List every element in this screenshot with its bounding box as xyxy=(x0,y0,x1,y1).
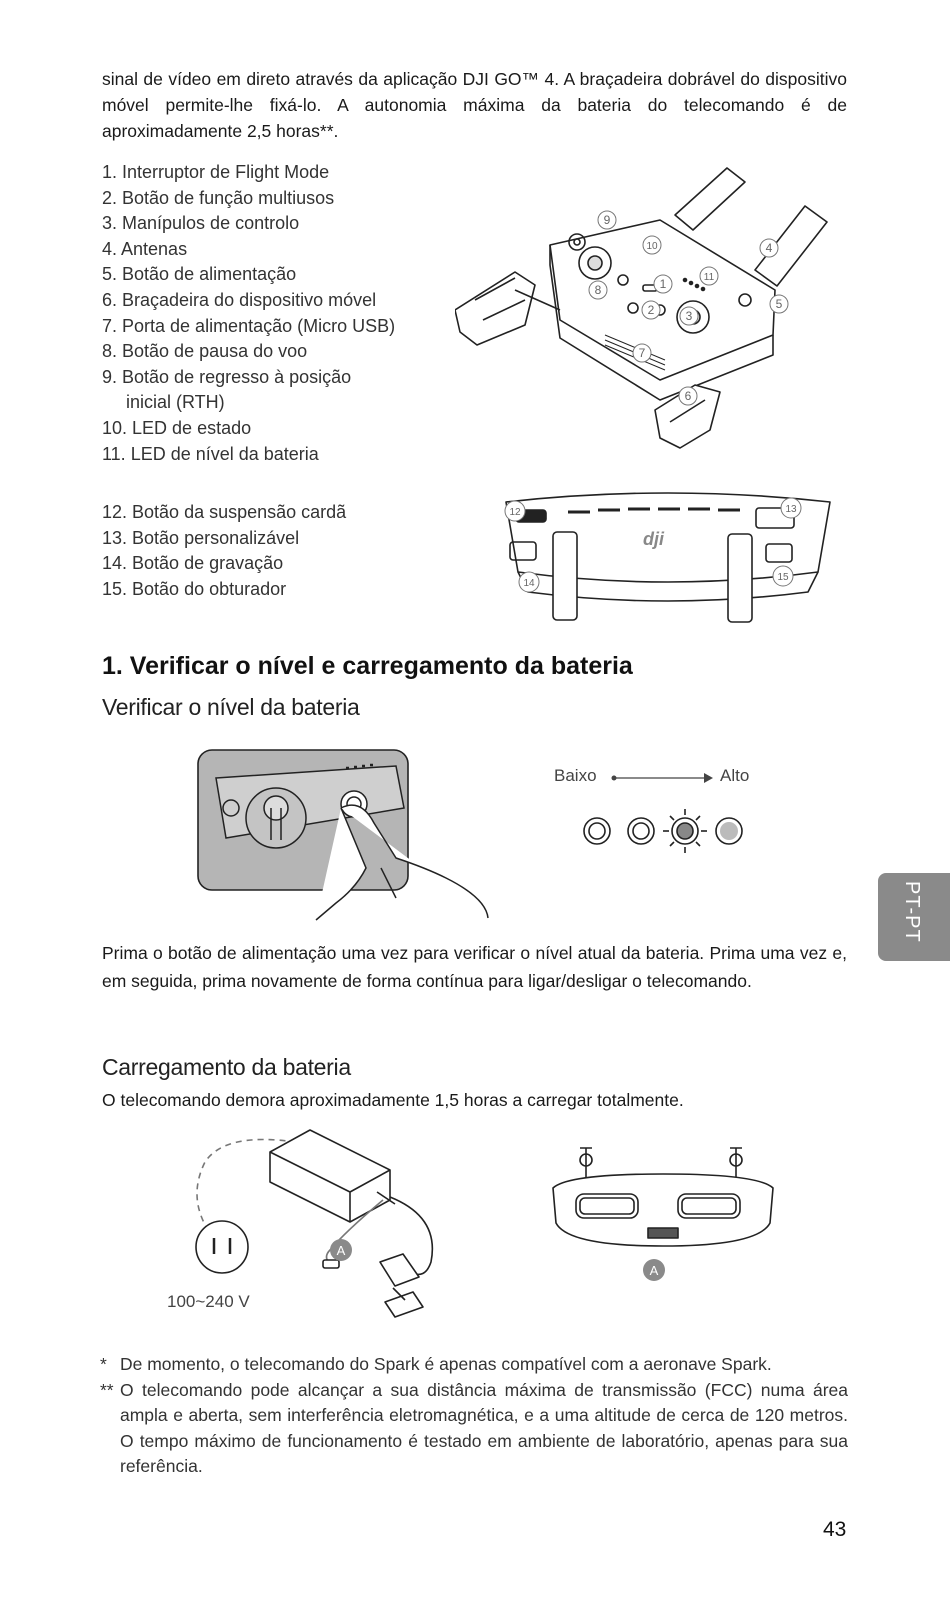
list-item: 14. Botão de gravação xyxy=(102,553,284,574)
svg-text:11: 11 xyxy=(703,272,715,283)
parts-list-bottom xyxy=(102,500,447,602)
list-item: 7. Porta de alimentação (Micro USB) xyxy=(102,315,396,336)
list-item: 11. LED de nível da bateria xyxy=(102,443,319,464)
battery-high-label: Alto xyxy=(720,766,750,785)
list-item: 6. Braçadeira do dispositivo móvel xyxy=(102,289,377,310)
list-item: 10. LED de estado xyxy=(102,417,252,438)
controller-top-illustration xyxy=(455,160,855,460)
svg-text:2: 2 xyxy=(647,303,655,317)
svg-text:10: 10 xyxy=(646,241,658,252)
list-item: 4. Antenas xyxy=(102,238,188,259)
list-item: 5. Botão de alimentação xyxy=(102,264,297,285)
svg-text:6: 6 xyxy=(684,389,692,403)
svg-text:1: 1 xyxy=(659,277,667,291)
svg-text:dji: dji xyxy=(643,529,664,549)
voltage-label: 100~240 V xyxy=(167,1292,250,1311)
svg-text:3: 3 xyxy=(685,309,693,323)
list-item: 3. Manípulos de controlo xyxy=(102,213,300,234)
list-item: 8. Botão de pausa do voo xyxy=(102,341,308,362)
parts-list-top xyxy=(102,160,447,467)
callout-4 xyxy=(760,239,778,257)
list-item: 9. Botão de regresso à posição xyxy=(102,366,352,387)
intro-paragraph: sinal de vídeo em direto através da aplicação DJI GO™ 4. A braçadeira dobrável do dispositivo móvel permite-lhe fixá-lo. A autonomia máxima da bateria do telecomando é de aproximadamente 2,5 horas**. xyxy=(102,69,847,141)
svg-text:8: 8 xyxy=(594,283,602,297)
list-item: 2. Botão de função multiusos xyxy=(102,187,335,208)
callout-2 xyxy=(642,301,660,319)
controller-charge-port-illustration xyxy=(548,1138,788,1288)
callout-5 xyxy=(770,295,788,313)
callout-11 xyxy=(700,267,718,285)
list-item-continuation: inicial (RTH) xyxy=(126,392,225,413)
callout-13 xyxy=(781,498,801,518)
callout-8 xyxy=(589,281,607,299)
language-tab: PT-PT xyxy=(878,873,950,961)
callout-1 xyxy=(654,275,672,293)
callout-9 xyxy=(598,211,616,229)
port-a-callout xyxy=(643,1259,665,1281)
callout-10 xyxy=(643,236,661,254)
svg-text:A: A xyxy=(336,1243,346,1258)
battery-scale-arrow xyxy=(610,770,714,786)
svg-text:14: 14 xyxy=(523,578,535,589)
svg-text:5: 5 xyxy=(775,297,783,311)
svg-text:9: 9 xyxy=(603,213,611,227)
sub-heading-check: Verificar o nível da bateria xyxy=(102,694,360,720)
svg-text:A: A xyxy=(649,1263,659,1278)
svg-text:4: 4 xyxy=(765,241,773,255)
press-power-button-illustration xyxy=(196,748,511,923)
page-number: 43 xyxy=(823,1518,847,1541)
list-item: 15. Botão do obturador xyxy=(102,578,287,599)
battery-low-label: Baixo xyxy=(554,766,597,785)
footnotes xyxy=(100,1352,848,1480)
callout-3 xyxy=(680,307,698,325)
list-item: 13. Botão personalizável xyxy=(102,527,300,548)
svg-text:7: 7 xyxy=(638,346,646,360)
svg-text:15: 15 xyxy=(777,572,789,583)
section-heading: 1. Verificar o nível e carregamento da bateria xyxy=(102,652,633,680)
controller-back-illustration xyxy=(498,482,838,627)
battery-led-indicators xyxy=(575,806,750,856)
callout-14 xyxy=(519,572,539,592)
footnote: ** O telecomando pode alcançar a sua distância máxima de transmissão (FCC) numa área ampla e aberta, sem interferência eletromagnética, e a uma altitude de cerca de 120 metros. O tempo máximo de funcionamento é testado em ambiente de laboratório, apenas para sua referência. xyxy=(100,1379,848,1476)
callout-6 xyxy=(679,387,697,405)
callout-15 xyxy=(773,566,793,586)
port-a-callout xyxy=(330,1239,352,1261)
footnote: * De momento, o telecomando do Spark é apenas compatível com a aeronave Spark. xyxy=(100,1354,772,1374)
svg-text:13: 13 xyxy=(785,504,797,515)
sub-heading-charge: Carregamento da bateria xyxy=(102,1054,351,1080)
svg-text:12: 12 xyxy=(509,507,521,518)
callout-12 xyxy=(505,501,525,521)
check-paragraph: Prima o botão de alimentação uma vez para verificar o nível atual da bateria. Prima uma vez e, em seguida, prima novamente de forma contínua para ligar/desligar o telecomando. xyxy=(102,943,847,991)
charge-paragraph: O telecomando demora aproximadamente 1,5 horas a carregar totalmente. xyxy=(102,1090,684,1110)
callout-7 xyxy=(633,344,651,362)
list-item: 1. Interruptor de Flight Mode xyxy=(102,162,330,182)
list-item: 12. Botão da suspensão cardã xyxy=(102,502,347,522)
